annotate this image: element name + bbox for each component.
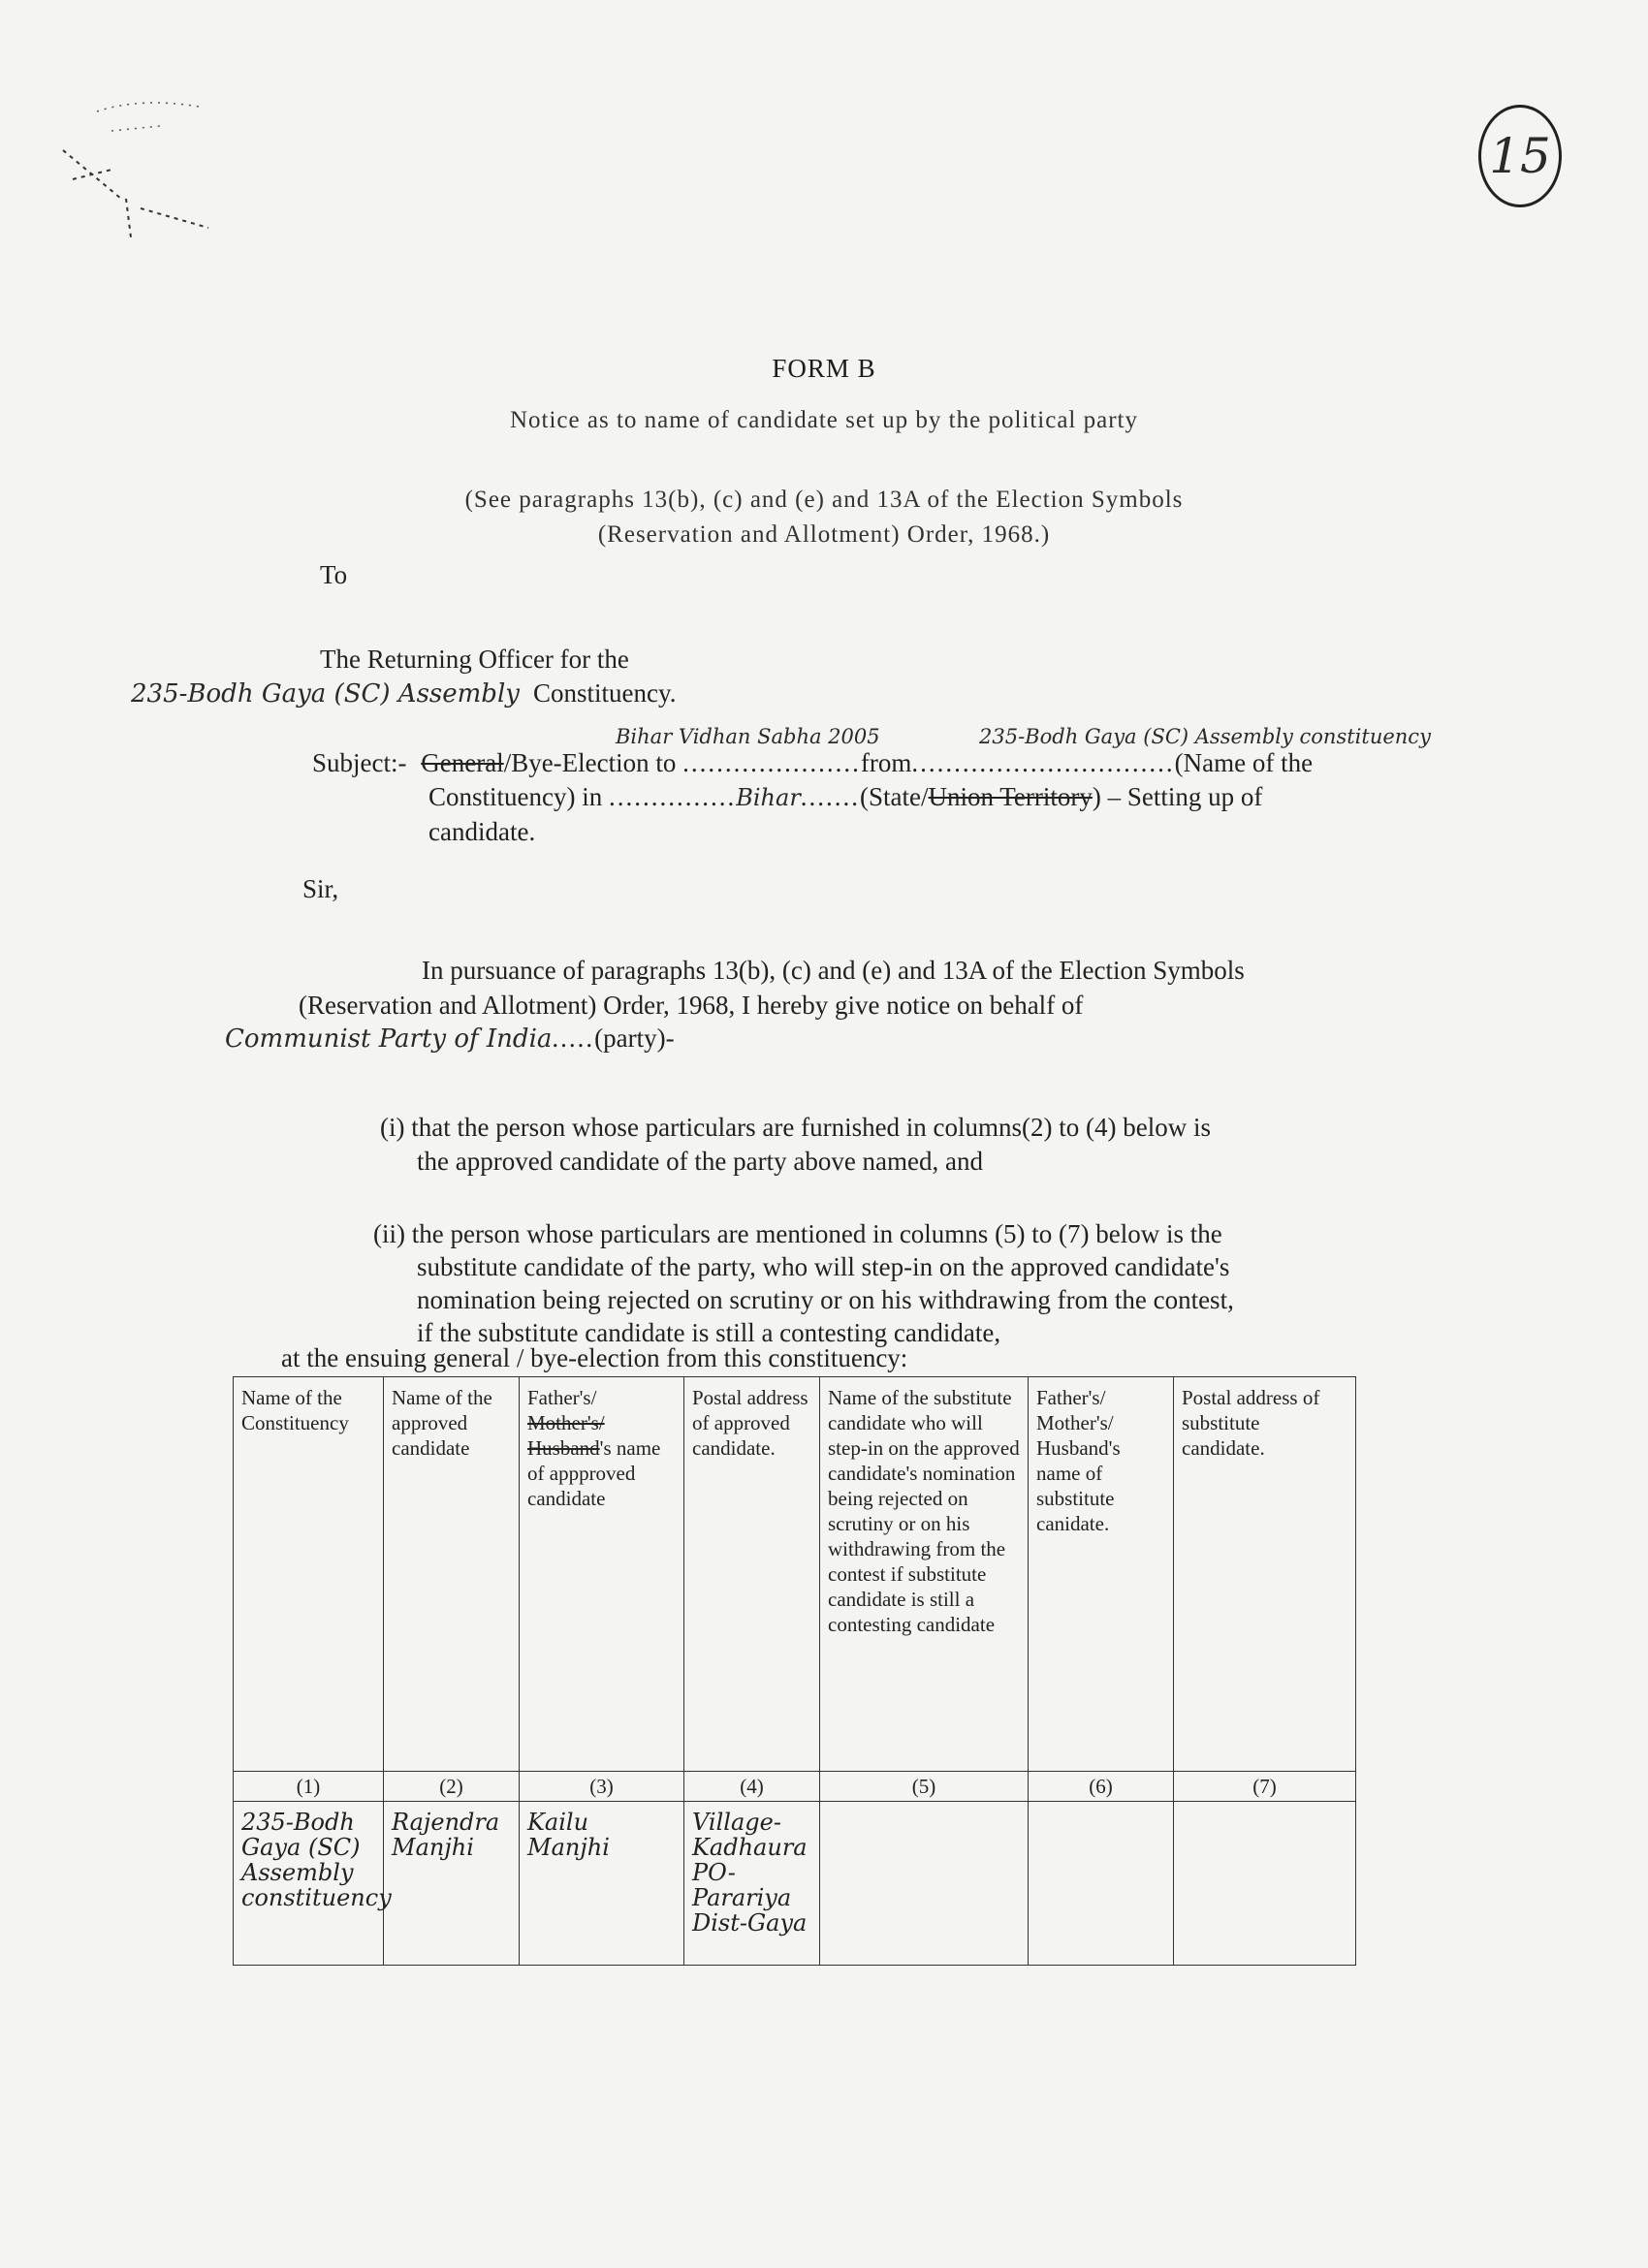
col-number: (7)	[1174, 1772, 1356, 1802]
cell-constituency: 235-Bodh Gaya (SC) Assembly constituency	[234, 1802, 384, 1966]
clause2-line4: if the substitute candidate is still a contesting candidate,	[417, 1318, 1001, 1347]
subject-block	[312, 746, 1388, 849]
cell-approved-candidate: Rajendra Manjhi	[384, 1802, 520, 1966]
subject-line-2: Constituency) in ...............Bihar.......(State/Union Territory) – Setting up of	[428, 782, 1263, 811]
col-number: (3)	[520, 1772, 684, 1802]
constituency-line	[131, 678, 676, 709]
clause2-line1: (ii) the person whose particulars are mentioned in columns (5) to (7) below is the	[373, 1219, 1222, 1248]
name-of-the: (Name of the	[1174, 748, 1314, 777]
clause2-line3: nomination being rejected on scrutiny or on his withdrawing from the contest,	[417, 1285, 1234, 1314]
union-territory-struck: Union Territory	[928, 782, 1093, 811]
clause2-line2: substitute candidate of the party, who will step-in on the approved candidate's	[417, 1252, 1230, 1281]
para1-line1: In pursuance of paragraphs 13(b), (c) and (e) and 13A of the Election Symbols	[422, 956, 1245, 985]
setting-up-of: ) – Setting up of	[1092, 782, 1263, 811]
para1-line2: (Reservation and Allotment) Order, 1968, I hereby give notice on behalf of	[299, 991, 1084, 1020]
salutation: Sir,	[302, 874, 339, 903]
clause1-line1: (i) that the person whose particulars are furnished in columns(2) to (4) below is	[380, 1113, 1212, 1142]
header-approved-address: Postal address of approved candidate.	[684, 1377, 820, 1772]
party-handwritten: Communist Party of India	[225, 1024, 553, 1054]
col3-suffix: 's name of appproved candidate	[527, 1436, 661, 1510]
col3-husband-struck: Husband	[527, 1436, 600, 1460]
header-constituency: Name of the Constituency	[234, 1377, 384, 1772]
corner-scribble-mark	[53, 92, 238, 257]
col-number: (6)	[1029, 1772, 1174, 1802]
subject-line-1: Subject:- General/Bye-Election to .....................from...............................(Name of the	[312, 748, 1314, 777]
returning-officer-line: The Returning Officer for the	[320, 645, 629, 674]
header-approved-father	[520, 1377, 684, 1772]
subject-label: Subject:-	[312, 748, 407, 777]
election-handwritten: Bihar Vidhan Sabha 2005	[616, 725, 880, 748]
state-label: (State/	[860, 782, 929, 811]
clause1-line2: the approved candidate of the party above named, and	[417, 1147, 984, 1176]
header-substitute-address: Postal address of substitute candidate.	[1174, 1377, 1356, 1772]
from-label: from	[860, 748, 912, 777]
header-substitute-candidate: Name of the substitute candidate who will step-in on the approved candidate's nomination being rejected on scrutiny or on his withdrawing from the contest if substitute candidate is still a contesting candidate	[820, 1377, 1029, 1772]
table-row	[234, 1802, 1356, 1966]
col-number: (5)	[820, 1772, 1029, 1802]
reference-line-2: (Reservation and Allotment) Order, 1968.)	[597, 521, 1051, 548]
election-to: /Bye-Election to	[503, 748, 677, 777]
cell-postal-address: Village-Kadhaura PO-Parariya Dist-Gaya	[684, 1802, 820, 1966]
col3-father: Father's/	[527, 1386, 597, 1409]
closing-line: at the ensuing general / bye-election from this constituency:	[281, 1343, 908, 1372]
subject-line-3: candidate.	[428, 817, 536, 846]
col-number: (1)	[234, 1772, 384, 1802]
reference-note	[0, 483, 1648, 552]
cell-substitute-address	[1174, 1802, 1356, 1966]
party-line: Communist Party of India.....(party)-	[225, 1024, 675, 1054]
notice-heading: Notice as to name of candidate set up by the political party	[509, 407, 1138, 433]
header-substitute-father: Father's/ Mother's/ Husband's name of substitute canidate.	[1029, 1377, 1174, 1772]
reference-line-1: (See paragraphs 13(b), (c) and (e) and 13A of the Election Symbols	[464, 487, 1184, 513]
form-title: FORM B	[772, 354, 876, 383]
col3-mother-struck: Mother's/	[527, 1411, 605, 1434]
constituency-label: Constituency.	[532, 678, 677, 708]
candidate-table	[233, 1376, 1356, 1966]
cell-substitute-father	[1029, 1802, 1174, 1966]
general-struck: General	[421, 748, 504, 777]
table-number-row	[234, 1772, 1356, 1802]
col-number: (4)	[684, 1772, 820, 1802]
state-handwritten: Bihar	[736, 784, 801, 811]
cell-father-name: Kailu Manjhi	[520, 1802, 684, 1966]
page-number-circle: 15	[1478, 105, 1562, 207]
cell-substitute-candidate	[820, 1802, 1029, 1966]
party-label: (party)-	[594, 1024, 675, 1053]
header-approved-candidate: Name of the approved candidate	[384, 1377, 520, 1772]
col-number: (2)	[384, 1772, 520, 1802]
constituency-handwritten: 235-Bodh Gaya (SC) Assembly	[131, 679, 520, 709]
from-handwritten: 235-Bodh Gaya (SC) Assembly constituency	[979, 725, 1431, 748]
to-label: To	[320, 560, 348, 589]
table-header-row	[234, 1377, 1356, 1772]
constituency-in: Constituency) in	[428, 782, 603, 811]
